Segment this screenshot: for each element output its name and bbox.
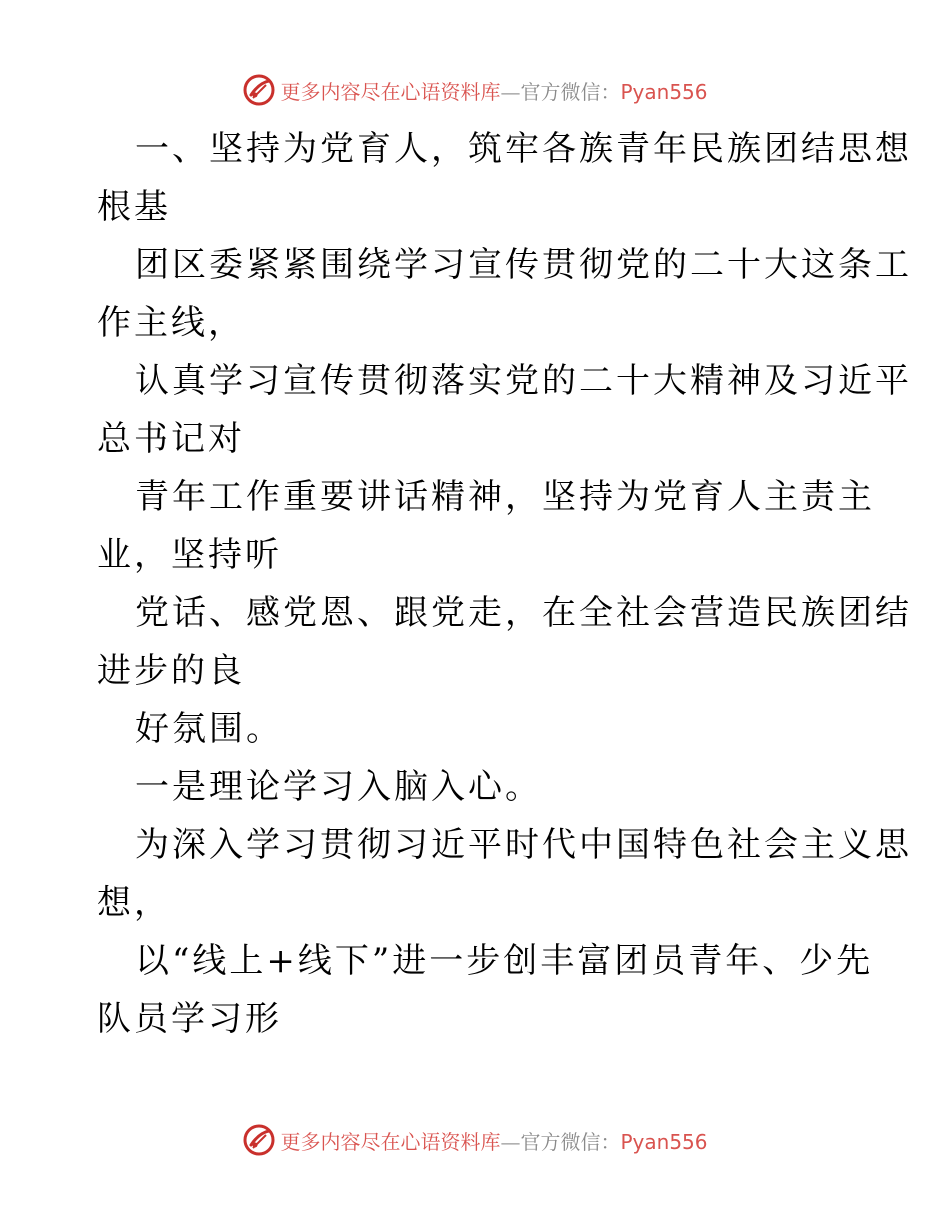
paragraph-3-line-2: 总书记对 xyxy=(97,419,245,459)
header-banner xyxy=(0,70,950,110)
paragraph-1-line-1: 一、坚持为党育人，筑牢各族青年民族团结思想 xyxy=(135,129,912,169)
paragraph-4-line-1: 青年工作重要讲话精神，坚持为党育人主责主 xyxy=(135,477,875,517)
banner-text xyxy=(280,1126,707,1155)
document-body xyxy=(97,120,912,1048)
paragraph-8-line-1: 为深入学习贯彻习近平时代中国特色社会主义思 xyxy=(135,825,912,865)
banner-official-label: 官方微信： xyxy=(520,1129,621,1154)
paragraph-5-line-2: 进步的良 xyxy=(97,651,245,691)
paragraph-4-line-2: 业，坚持听 xyxy=(97,535,282,575)
paragraph-9-line-1: 以“线上+线下”进一步创丰富团员青年、少先 xyxy=(135,941,874,981)
paragraph-5-line-1: 党话、感党恩、跟党走，在全社会营造民族团结 xyxy=(135,593,912,633)
banner-library-text: 更多内容尽在心语资料库 xyxy=(280,1129,501,1154)
banner-dash: — xyxy=(500,79,521,104)
footer-banner xyxy=(0,1120,950,1160)
paragraph-8-line-2: 想， xyxy=(97,883,171,923)
paragraph-9-line-2: 队员学习形 xyxy=(97,999,282,1039)
paragraph-1-line-2: 根基 xyxy=(97,187,171,227)
paragraph-2-line-1: 团区委紧紧围绕学习宣传贯彻党的二十大这条工 xyxy=(135,245,912,285)
banner-library-text: 更多内容尽在心语资料库 xyxy=(280,79,501,104)
paragraph-6-line-1: 好氛围。 xyxy=(135,709,283,749)
banner-official-label: 官方微信： xyxy=(520,79,621,104)
banner-text xyxy=(280,76,707,105)
logo-icon xyxy=(242,1123,276,1157)
paragraph-2-line-2: 作主线， xyxy=(97,303,245,343)
paragraph-7-line-1: 一是理论学习入脑入心。 xyxy=(135,767,542,807)
banner-wechat-id: Pyan556 xyxy=(620,1129,708,1154)
paragraph-3-line-1: 认真学习宣传贯彻落实党的二十大精神及习近平 xyxy=(135,361,912,401)
logo-icon xyxy=(242,73,276,107)
banner-wechat-id: Pyan556 xyxy=(620,79,708,104)
banner-dash: — xyxy=(500,1129,521,1154)
